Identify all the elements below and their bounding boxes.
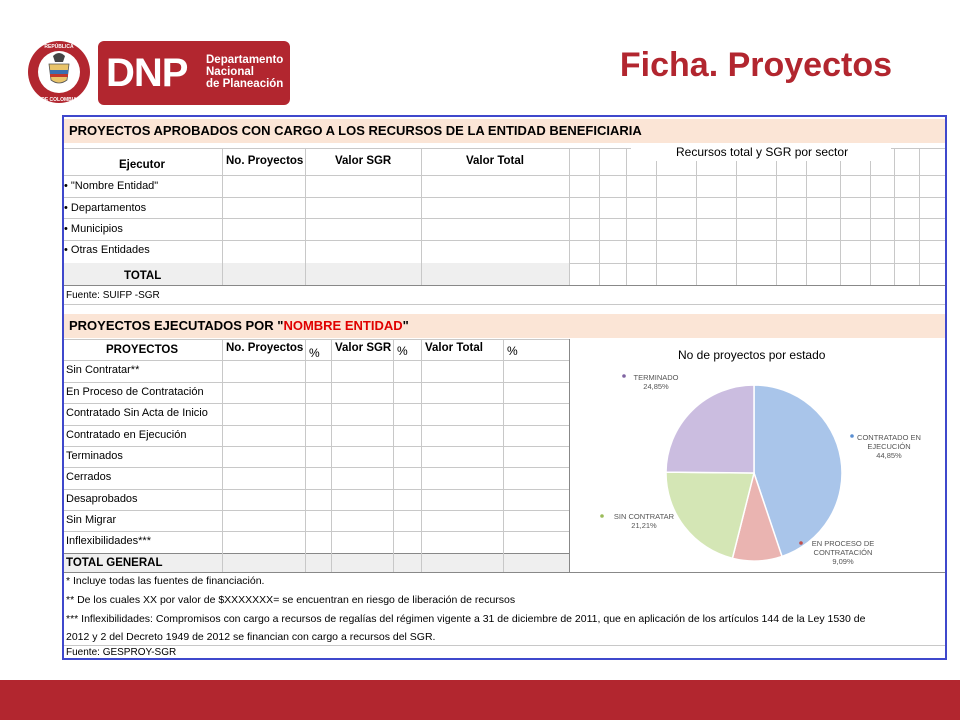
note-4: 2012 y 2 del Decreto 1949 de 2012 se financian con cargo a recursos del SGR.: [66, 631, 436, 643]
footer-bar: [0, 680, 960, 720]
dnp-name: [206, 54, 283, 90]
pie-label-terminado-value: 24,85%: [643, 382, 669, 391]
table2-title-entity: NOMBRE ENTIDAD: [283, 318, 403, 333]
table2-row-cerrados: Cerrados: [66, 471, 112, 483]
pie-chart-area: [571, 339, 947, 572]
table1-total-label: TOTAL: [124, 270, 162, 282]
table2-title-suffix: ": [402, 318, 409, 333]
pie-label-proceso-name: EN PROCESO DE CONTRATACIÓN: [811, 539, 875, 557]
seal-bottom-text: DE COLOMBIA: [41, 97, 77, 103]
table2-row-en-ejecucion: Contratado en Ejecución: [66, 429, 187, 441]
table2-col-valor-total: Valor Total: [425, 342, 483, 354]
note-3: *** Inflexibilidades: Compromisos con cargo a recursos de regalías del régimen vigente a 31 de diciembre de 2011, que en aplicación de los artículos 144 de la Ley 1530 de: [66, 613, 866, 625]
table2-col-proyectos: PROYECTOS: [106, 344, 178, 356]
table1-row-municipios: • Municipios: [64, 223, 123, 235]
table1-title: PROYECTOS APROBADOS CON CARGO A LOS RECURSOS DE LA ENTIDAD BENEFICIARIA: [64, 119, 947, 143]
table2-col-no-proyectos: No. Proyectos: [226, 342, 304, 354]
table2-col-pct2: %: [397, 344, 408, 358]
note-1: * Incluye todas las fuentes de financiación.: [66, 575, 265, 587]
pie-label-sin-contratar: [604, 512, 684, 530]
pie-label-ejecucion-value: 44,85%: [876, 451, 902, 460]
table2-title: [64, 314, 947, 338]
table2-total-label: TOTAL GENERAL: [66, 557, 163, 569]
dnp-name-line2: Nacional: [206, 66, 254, 78]
pie-label-proceso: [803, 539, 883, 566]
table2-row-terminados: Terminados: [66, 450, 123, 462]
page-title: Ficha. Proyectos: [619, 46, 892, 84]
table1-source: Fuente: SUIFP -SGR: [66, 290, 160, 301]
pie-slice-3: [666, 385, 754, 473]
table1-col-valor-sgr: Valor SGR: [335, 155, 392, 167]
table2-col-valor-sgr: Valor SGR: [335, 342, 392, 354]
table2-row-desaprobados: Desaprobados: [66, 493, 138, 505]
table2-row-sin-acta: Contratado Sin Acta de Inicio: [66, 407, 208, 419]
table2-col-pct3: %: [507, 344, 518, 358]
table1-row-nombre-entidad: • "Nombre Entidad": [64, 180, 159, 192]
dnp-acronym: DNP: [106, 51, 188, 95]
pie-label-ejecucion: [854, 433, 924, 460]
table1-col-valor-total: Valor Total: [466, 155, 524, 167]
table2-col-pct1: %: [309, 346, 320, 360]
pie-chart-title: No de proyectos por estado: [678, 348, 826, 362]
table1-col-no-proyectos: No. Proyectos: [226, 155, 304, 167]
table2-title-prefix: PROYECTOS EJECUTADOS POR ": [69, 318, 284, 333]
table2-source: Fuente: GESPROY-SGR: [66, 647, 177, 658]
table1-col-ejecutor: Ejecutor: [119, 159, 166, 171]
table2-row-en-proceso: En Proceso de Contratación: [66, 386, 204, 398]
dnp-name-line1: Departamento: [206, 54, 284, 66]
dnp-name-line3: de Planeación: [206, 78, 284, 90]
table1-chart-title: Recursos total y SGR por sector: [676, 145, 849, 159]
pie-label-sin-contratar-value: 21,21%: [631, 521, 657, 530]
colombia-seal-icon: [27, 40, 91, 104]
table2-row-inflexibilidades: Inflexibilidades***: [66, 535, 151, 547]
pie-label-ejecucion-name: CONTRATADO EN EJECUCIÓN: [857, 433, 921, 451]
note-2: ** De los cuales XX por valor de $XXXXXXX= se encuentran en riesgo de liberación de recursos: [66, 594, 516, 606]
report-sheet: [62, 115, 947, 660]
pie-label-terminado: [626, 373, 686, 391]
pie-label-terminado-name: TERMINADO: [633, 373, 679, 382]
table1-row-otras-entidades: • Otras Entidades: [64, 244, 150, 256]
table2-row-sin-migrar: Sin Migrar: [66, 514, 117, 526]
seal-top-text: REPÚBLICA: [44, 44, 74, 50]
table2-row-sin-contratar: Sin Contratar**: [66, 364, 140, 376]
pie-label-sin-contratar-name: SIN CONTRATAR: [613, 512, 675, 521]
table1-row-departamentos: • Departamentos: [64, 202, 147, 214]
pie-label-proceso-value: 9,09%: [832, 557, 854, 566]
